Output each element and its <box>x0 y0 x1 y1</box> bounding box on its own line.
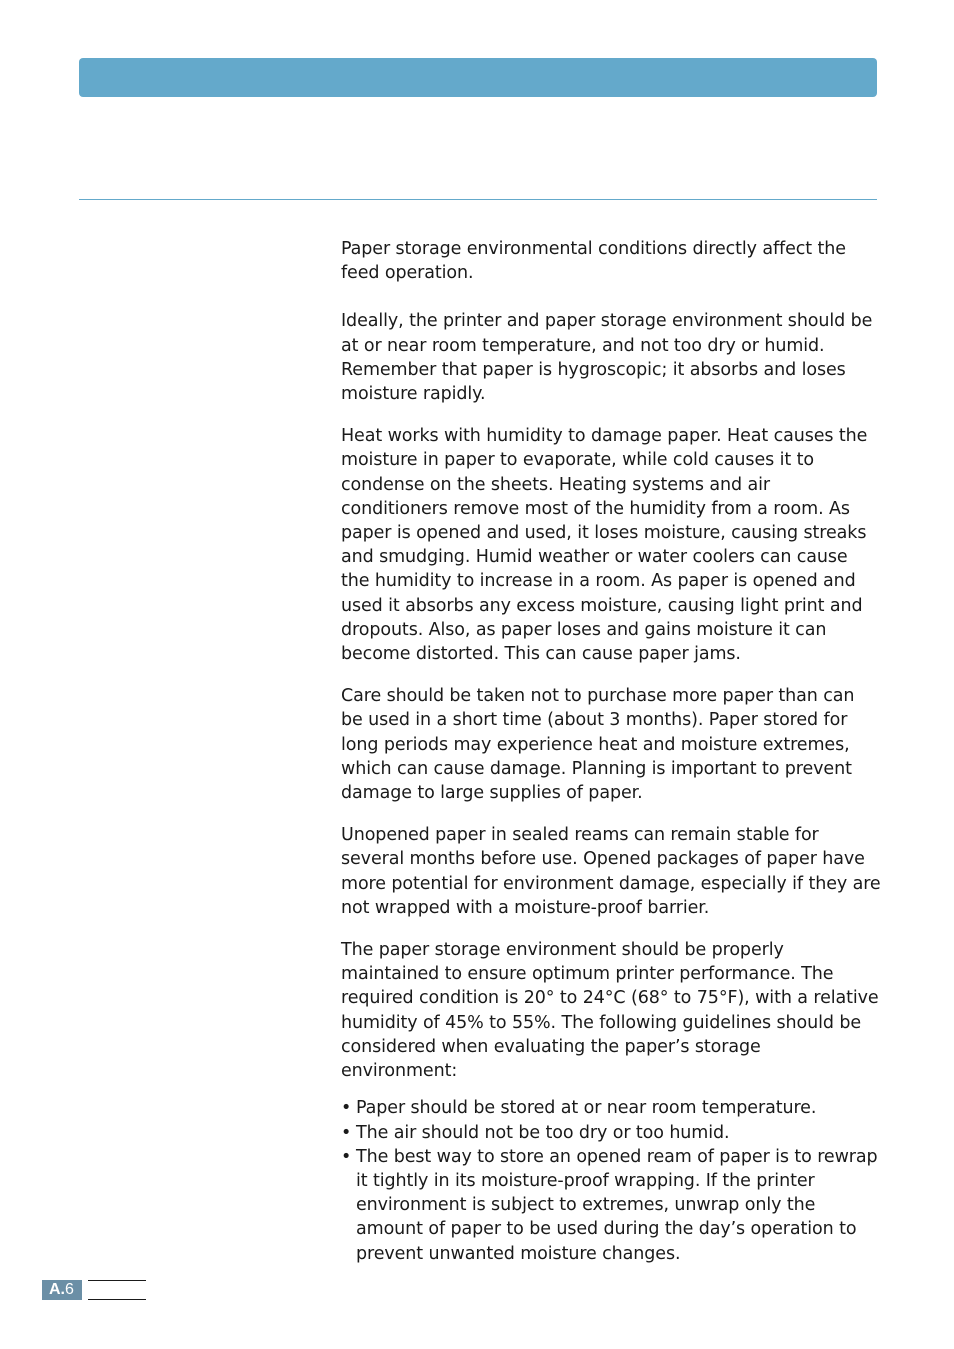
page-number: 6 <box>65 1281 74 1298</box>
list-item-text: The air should not be too dry or too humid. <box>356 1122 730 1143</box>
bullet-icon: • <box>341 1146 352 1167</box>
list-item <box>341 1121 881 1145</box>
list-item-text: Paper should be stored at or near room temperature. <box>356 1098 817 1119</box>
list-item-text: The best way to store an opened ream of paper is to rewrap it tightly in its moisture-proof wrapping. If the printer environment is subject to extremes, unwrap only the amount of paper to be used during the day’s operation to prevent unwanted moisture changes. <box>356 1146 878 1264</box>
paragraph: The paper storage environment should be properly maintained to ensure optimum printer performance. The required condition is 20° to 24°C (68° to 75°F), with a relative humidity of 45% to 55%. The following guidelines should be considered when evaluating the paper’s storage environment: <box>341 940 879 1082</box>
bullet-icon: • <box>341 1098 352 1119</box>
header-bar <box>79 58 877 97</box>
page-number-tab <box>42 1280 82 1300</box>
paragraph: Paper storage environmental conditions directly affect the feed operation. <box>341 239 846 284</box>
list-item <box>341 1096 881 1120</box>
section-letter: A. <box>49 1281 65 1298</box>
footer-line <box>88 1280 146 1281</box>
paragraph: Heat works with humidity to damage paper. Heat causes the moisture in paper to evaporate, while cold causes it to condense on the sheets. Heating systems and air conditioners remove most of the humidity from a room. As paper is opened and used, it loses moisture, causing streaks and smudging. Humid weather or water coolers can cause the humidity to increase in a room. As paper is opened and used it absorbs any excess moisture, causing light print and dropouts. Also, as paper loses and gains moisture it can become distorted. This can cause paper jams. <box>341 426 868 665</box>
paragraph: Ideally, the printer and paper storage environment should be at or near room temperature, and not too dry or humid. Remember that paper is hygroscopic; it absorbs and loses moisture rapidly. <box>341 311 873 405</box>
paragraph: Unopened paper in sealed reams can remain stable for several months before use. Opened packages of paper have more potential for environment damage, especially if they are not wrapped with a moisture-proof barrier. <box>341 825 881 918</box>
bullet-icon: • <box>341 1122 352 1143</box>
body-text <box>341 237 881 1266</box>
paragraph: Care should be taken not to purchase more paper than can be used in a short time (about 3 months). Paper stored for long periods may experience heat and moisture extremes, which can cause damage. Planning is important to prevent damage to large supplies of paper. <box>341 686 855 804</box>
guideline-list <box>341 1096 881 1265</box>
header-divider <box>79 199 877 200</box>
list-item <box>341 1145 881 1266</box>
footer-line <box>88 1299 146 1300</box>
